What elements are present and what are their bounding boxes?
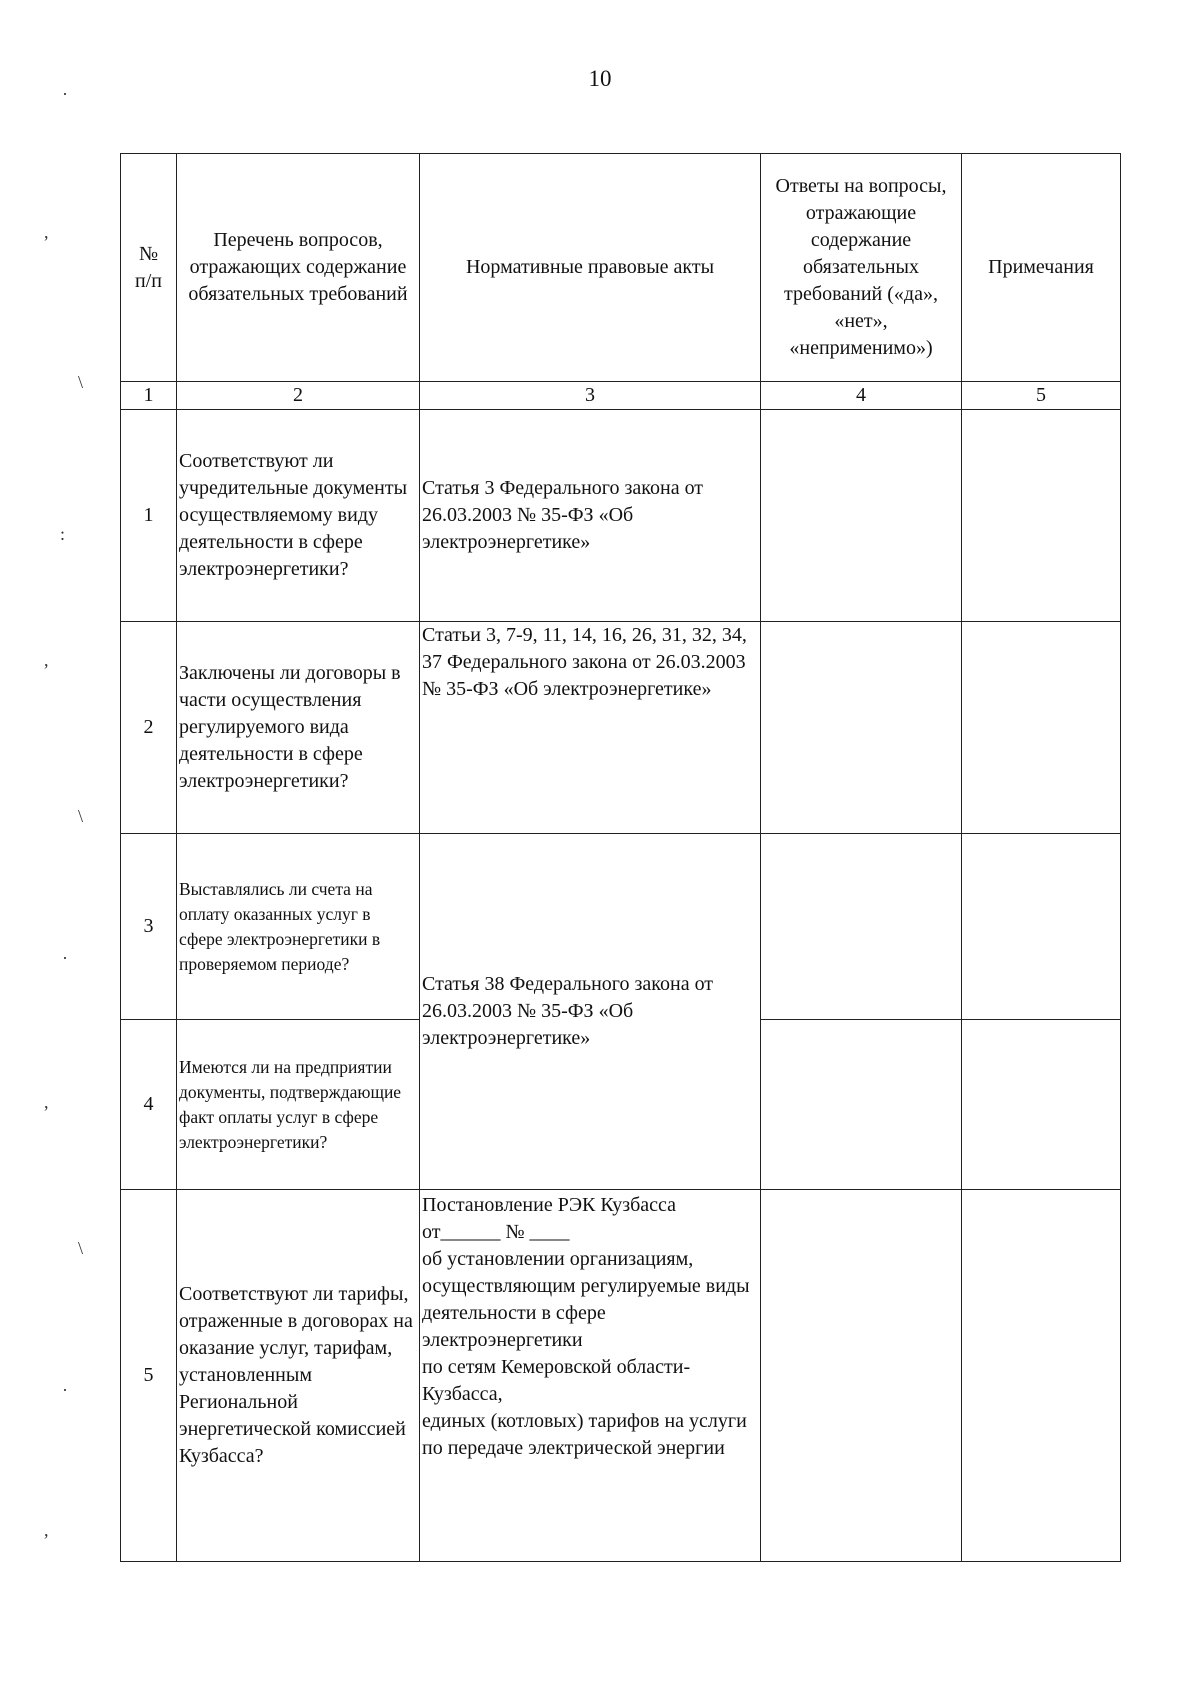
column-number: 3 [420, 382, 761, 410]
notes-cell[interactable] [962, 622, 1121, 834]
notes-cell[interactable] [962, 410, 1121, 622]
table-row [121, 834, 1121, 1020]
table-header-row [121, 154, 1121, 382]
act-line: от______ № ____ [422, 1221, 570, 1243]
margin-mark: , [44, 650, 49, 670]
question-cell: Имеются ли на предприятии документы, подтверждающие факт оплаты услуг в сфере электроэнергетики? [177, 1020, 420, 1190]
question-cell: Выставлялись ли счета на оплату оказанных услуг в сфере электроэнергетики в проверяемом периоде? [177, 834, 420, 1020]
margin-mark: \ [78, 372, 84, 392]
legal-act-cell [420, 1190, 761, 1562]
act-line: об установлении организациям, осуществляющим регулируемые виды деятельности в сфере электроэнергетики [422, 1248, 750, 1351]
table-row [121, 622, 1121, 834]
margin-mark: , [44, 222, 49, 242]
answer-cell[interactable] [761, 1190, 962, 1562]
row-number: 4 [121, 1020, 177, 1190]
legal-act-cell: Статья 3 Федерального закона от 26.03.2003 № 35-ФЗ «Об электроэнергетике» [420, 410, 761, 622]
row-number: 5 [121, 1190, 177, 1562]
page-number: 10 [588, 66, 612, 91]
margin-mark: · [62, 84, 68, 104]
margin-mark: , [44, 1520, 49, 1540]
margin-mark: , [44, 1092, 49, 1112]
answer-cell[interactable] [761, 622, 962, 834]
act-line: по сетям Кемеровской области-Кузбасса, [422, 1356, 691, 1405]
question-cell: Соответствуют ли тарифы, отраженные в договорах на оказание услуг, тарифам, установленным Региональной энергетической комиссией Кузбасса? [177, 1190, 420, 1562]
question-cell: Соответствуют ли учредительные документы осуществляемому виду деятельности в сфере электроэнергетики? [177, 410, 420, 622]
notes-cell[interactable] [962, 1020, 1121, 1190]
margin-mark: \ [78, 1238, 84, 1258]
header-answers-column: Ответы на вопросы, отражающие содержание обязательных требований («да», «нет», «неприменимо») [761, 154, 962, 382]
column-number: 2 [177, 382, 420, 410]
table-row [121, 1190, 1121, 1562]
question-cell: Заключены ли договоры в части осуществления регулируемого вида деятельности в сфере электроэнергетики? [177, 622, 420, 834]
margin-mark: · [62, 1380, 68, 1400]
table-row [121, 410, 1121, 622]
legal-act-cell: Статья 38 Федерального закона от 26.03.2003 № 35-ФЗ «Об электроэнергетике» [420, 834, 761, 1190]
margin-mark: \ [78, 806, 84, 826]
header-questions-column: Перечень вопросов, отражающих содержание обязательных требований [177, 154, 420, 382]
column-number-row [121, 382, 1121, 410]
column-number: 4 [761, 382, 962, 410]
checklist-table [120, 153, 1121, 1562]
answer-cell[interactable] [761, 1020, 962, 1190]
column-number: 1 [121, 382, 177, 410]
header-notes-column: Примечания [962, 154, 1121, 382]
margin-mark: · [62, 948, 68, 968]
act-line: Постановление РЭК Кузбасса [422, 1194, 677, 1216]
notes-cell[interactable] [962, 1190, 1121, 1562]
act-line: единых (котловых) тарифов на услуги по передаче электрической энергии [422, 1410, 747, 1459]
legal-act-cell: Статьи 3, 7-9, 11, 14, 16, 26, 31, 32, 34, 37 Федерального закона от 26.03.2003 № 35-ФЗ «Об электроэнергетике» [420, 622, 761, 834]
row-number: 2 [121, 622, 177, 834]
answer-cell[interactable] [761, 834, 962, 1020]
row-number: 3 [121, 834, 177, 1020]
column-number: 5 [962, 382, 1121, 410]
header-legal-acts-column: Нормативные правовые акты [420, 154, 761, 382]
answer-cell[interactable] [761, 410, 962, 622]
notes-cell[interactable] [962, 834, 1121, 1020]
margin-mark: : [60, 524, 66, 544]
header-number-column: № п/п [121, 154, 177, 382]
row-number: 1 [121, 410, 177, 622]
